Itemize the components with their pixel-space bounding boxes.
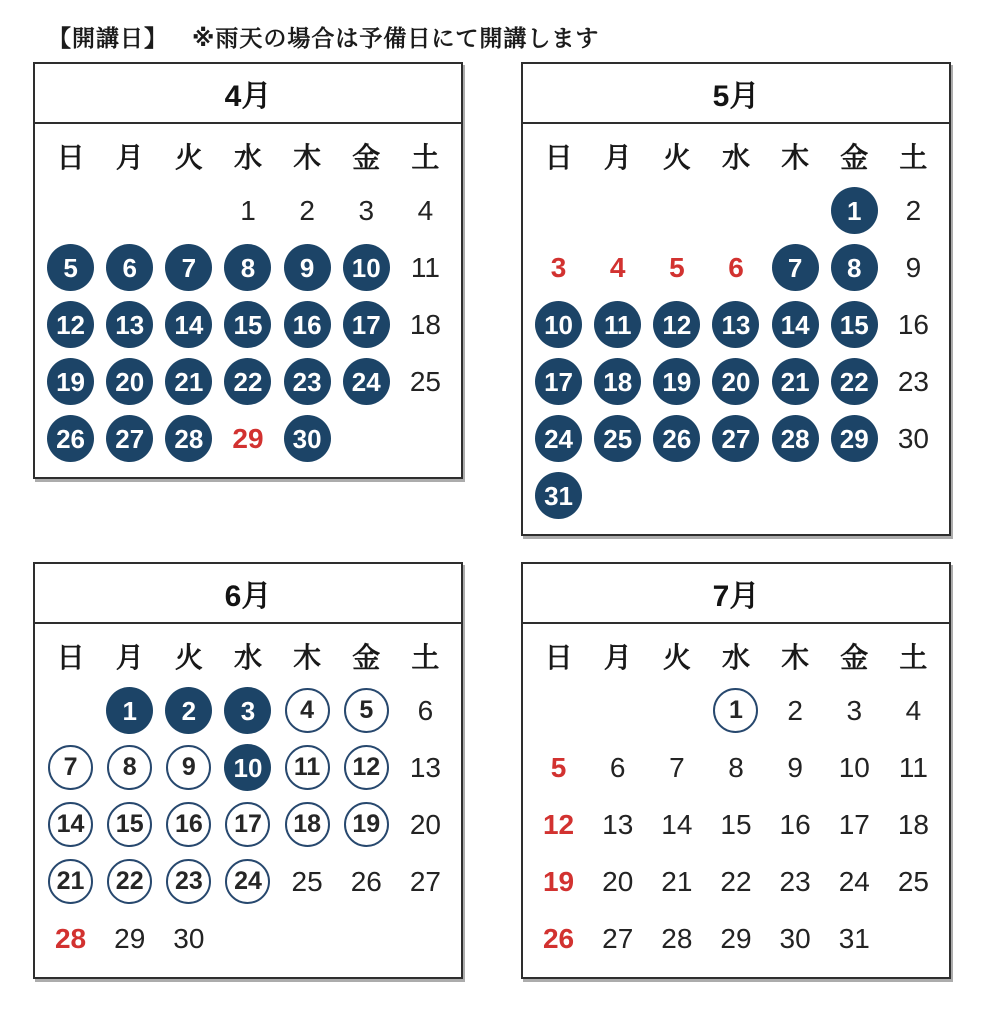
day-cell [240, 194, 256, 226]
day-1-plain: 1 [240, 194, 256, 226]
day-cell [779, 922, 811, 954]
weekday-label: 火 [174, 642, 203, 673]
day-cell [609, 251, 626, 283]
day-cell [542, 922, 575, 954]
day-cell [772, 358, 819, 405]
day-cell [409, 808, 441, 840]
weekday-label: 月 [115, 142, 144, 173]
day-11-plain: 11 [410, 251, 440, 283]
day-23-filled: 23 [284, 358, 331, 405]
day-25-plain: 25 [409, 365, 441, 397]
day-cell [106, 244, 153, 291]
day-5-red: 5 [669, 251, 685, 283]
day-cell [358, 194, 375, 226]
day-15-outlined: 15 [107, 802, 152, 847]
day-cell [905, 194, 922, 226]
day-16-plain: 16 [779, 808, 811, 840]
day-cell [224, 358, 271, 405]
day-20-filled: 20 [106, 358, 153, 405]
day-28-plain: 28 [661, 922, 693, 954]
day-cell [409, 308, 441, 340]
day-cell [838, 808, 870, 840]
day-cell [165, 687, 212, 734]
day-26-filled: 26 [653, 415, 700, 462]
day-18-outlined: 18 [285, 802, 330, 847]
day-cell [173, 922, 205, 954]
day-21-plain: 21 [661, 865, 693, 897]
day-12-red: 12 [542, 808, 575, 840]
day-cell [344, 688, 389, 733]
weekday-label: 月 [603, 142, 632, 173]
day-25-plain: 25 [897, 865, 929, 897]
day-6-red: 6 [728, 251, 744, 283]
day-cell [831, 244, 878, 291]
day-cell [897, 308, 929, 340]
day-12-filled: 12 [47, 301, 94, 348]
day-19-filled: 19 [47, 358, 94, 405]
day-cell [542, 808, 575, 840]
day-cell [343, 358, 390, 405]
calendar-april [33, 62, 463, 479]
day-9-plain: 9 [787, 751, 803, 783]
day-cell [838, 922, 870, 954]
day-24-filled: 24 [535, 415, 582, 462]
day-cell [106, 415, 153, 462]
day-28-filled: 28 [165, 415, 212, 462]
day-cell [897, 865, 929, 897]
day-29-red: 29 [232, 422, 264, 454]
day-cell [409, 751, 441, 783]
day-31-filled: 31 [535, 472, 582, 519]
day-8-plain: 8 [728, 751, 744, 783]
day-7-filled: 7 [165, 244, 212, 291]
day-cell [232, 422, 264, 454]
weekday-label: 土 [411, 142, 440, 173]
day-cell [772, 415, 819, 462]
weekday-label: 火 [662, 642, 691, 673]
day-cell [720, 865, 752, 897]
weekday-label: 水 [233, 642, 262, 673]
day-cell [594, 358, 641, 405]
day-cell [107, 745, 152, 790]
day-8-outlined: 8 [107, 745, 152, 790]
day-cell [107, 859, 152, 904]
day-cell [417, 694, 434, 726]
day-cell [661, 922, 693, 954]
day-30-plain: 30 [779, 922, 811, 954]
day-14-filled: 14 [772, 301, 819, 348]
day-2-plain: 2 [787, 694, 803, 726]
day-31-plain: 31 [838, 922, 870, 954]
day-8-filled: 8 [831, 244, 878, 291]
day-cell [535, 301, 582, 348]
day-cell [661, 808, 693, 840]
day-cell [344, 745, 389, 790]
page-header [33, 16, 951, 56]
day-18-plain: 18 [409, 308, 441, 340]
day-19-outlined: 19 [344, 802, 389, 847]
day-cell [106, 358, 153, 405]
day-19-red: 19 [542, 865, 575, 897]
day-cell [47, 415, 94, 462]
calendar-grid [523, 124, 949, 534]
day-14-outlined: 14 [48, 802, 93, 847]
day-14-filled: 14 [165, 301, 212, 348]
day-cell [224, 301, 271, 348]
weekday-label: 水 [233, 142, 262, 173]
weekday-label: 土 [899, 142, 928, 173]
weekday-label: 土 [411, 642, 440, 673]
day-3-filled: 3 [224, 687, 271, 734]
day-cell [669, 251, 685, 283]
day-cell [602, 808, 634, 840]
day-27-filled: 27 [712, 415, 759, 462]
day-17-plain: 17 [838, 808, 870, 840]
day-13-plain: 13 [409, 751, 441, 783]
day-23-outlined: 23 [166, 859, 211, 904]
day-10-plain: 10 [838, 751, 870, 783]
day-25-plain: 25 [291, 865, 323, 897]
day-5-red: 5 [550, 751, 567, 783]
day-20-plain: 20 [409, 808, 441, 840]
day-22-filled: 22 [831, 358, 878, 405]
day-cell [720, 922, 752, 954]
day-12-outlined: 12 [344, 745, 389, 790]
day-12-filled: 12 [653, 301, 700, 348]
day-cell [728, 251, 744, 283]
day-cell [410, 251, 440, 283]
day-cell [846, 694, 863, 726]
day-10-filled: 10 [535, 301, 582, 348]
day-14-plain: 14 [661, 808, 693, 840]
calendar-title: 6月 [35, 564, 461, 624]
day-1-filled: 1 [831, 187, 878, 234]
weekday-label: 月 [115, 642, 144, 673]
day-13-filled: 13 [106, 301, 153, 348]
day-cell [772, 244, 819, 291]
day-cell [409, 365, 441, 397]
day-cell [299, 194, 315, 226]
day-cell [224, 687, 271, 734]
day-16-filled: 16 [284, 301, 331, 348]
day-22-plain: 22 [720, 865, 752, 897]
day-cell [224, 244, 271, 291]
calendar-grid [35, 124, 461, 477]
day-10-filled: 10 [224, 744, 271, 791]
weekday-label: 水 [721, 642, 750, 673]
day-cell [48, 745, 93, 790]
day-6-filled: 6 [106, 244, 153, 291]
day-24-outlined: 24 [225, 859, 270, 904]
day-18-filled: 18 [594, 358, 641, 405]
day-21-filled: 21 [165, 358, 212, 405]
day-cell [594, 415, 641, 462]
weekday-label: 日 [56, 642, 85, 673]
weekday-label: 日 [544, 642, 573, 673]
day-24-filled: 24 [343, 358, 390, 405]
day-cell [550, 751, 567, 783]
day-cell [779, 865, 811, 897]
day-cell [48, 859, 93, 904]
day-cell [47, 358, 94, 405]
weekday-label: 火 [174, 142, 203, 173]
calendar-grid [523, 624, 949, 977]
day-22-outlined: 22 [107, 859, 152, 904]
day-cell [343, 244, 390, 291]
day-cell [831, 301, 878, 348]
day-2-filled: 2 [165, 687, 212, 734]
day-cell [47, 301, 94, 348]
day-30-filled: 30 [284, 415, 331, 462]
day-5-filled: 5 [47, 244, 94, 291]
day-cell [712, 301, 759, 348]
day-1-outlined: 1 [713, 688, 758, 733]
day-3-red: 3 [550, 251, 567, 283]
day-cell [166, 802, 211, 847]
day-cell [787, 751, 803, 783]
day-8-filled: 8 [224, 244, 271, 291]
day-cell [535, 472, 582, 519]
calendar-title: 7月 [523, 564, 949, 624]
day-cell [602, 865, 634, 897]
day-cell [609, 751, 626, 783]
day-27-filled: 27 [106, 415, 153, 462]
day-cell [653, 301, 700, 348]
day-23-plain: 23 [779, 865, 811, 897]
day-15-plain: 15 [720, 808, 752, 840]
day-cell [285, 802, 330, 847]
day-cell [897, 808, 929, 840]
day-9-plain: 9 [905, 251, 922, 283]
day-cell [831, 415, 878, 462]
day-cell [535, 415, 582, 462]
weekday-label: 木 [781, 142, 810, 173]
day-10-filled: 10 [343, 244, 390, 291]
day-cell [728, 751, 744, 783]
day-21-filled: 21 [772, 358, 819, 405]
day-9-outlined: 9 [166, 745, 211, 790]
day-cell [653, 415, 700, 462]
calendar-title: 4月 [35, 64, 461, 124]
day-7-filled: 7 [772, 244, 819, 291]
day-26-plain: 26 [350, 865, 382, 897]
day-18-plain: 18 [897, 808, 929, 840]
day-cell [535, 358, 582, 405]
calendar-title: 5月 [523, 64, 949, 124]
day-26-filled: 26 [47, 415, 94, 462]
day-cell [48, 802, 93, 847]
day-28-filled: 28 [772, 415, 819, 462]
day-cell [224, 744, 271, 791]
day-20-filled: 20 [712, 358, 759, 405]
day-22-filled: 22 [224, 358, 271, 405]
day-30-plain: 30 [173, 922, 205, 954]
day-13-filled: 13 [712, 301, 759, 348]
day-cell [712, 358, 759, 405]
weekday-label: 金 [840, 142, 869, 173]
day-cell [54, 922, 87, 954]
heading-note: ※雨天の場合は予備日にて開講します [192, 24, 600, 51]
day-3-plain: 3 [358, 194, 375, 226]
day-cell [550, 251, 567, 283]
day-cell [106, 301, 153, 348]
day-cell [350, 865, 382, 897]
day-28-red: 28 [54, 922, 87, 954]
day-cell [409, 865, 441, 897]
day-cell [165, 301, 212, 348]
day-cell [344, 802, 389, 847]
day-5-outlined: 5 [344, 688, 389, 733]
day-cell [772, 301, 819, 348]
day-cell [898, 751, 928, 783]
day-cell [225, 802, 270, 847]
day-2-plain: 2 [905, 194, 922, 226]
day-23-plain: 23 [897, 365, 929, 397]
weekday-label: 土 [899, 642, 928, 673]
day-11-outlined: 11 [285, 745, 330, 790]
weekday-label: 金 [352, 642, 381, 673]
day-26-red: 26 [542, 922, 575, 954]
day-cell [165, 415, 212, 462]
day-cell [720, 808, 752, 840]
day-cell [838, 865, 870, 897]
day-cell [669, 751, 685, 783]
day-cell [787, 694, 803, 726]
day-1-filled: 1 [106, 687, 153, 734]
day-9-filled: 9 [284, 244, 331, 291]
day-17-outlined: 17 [225, 802, 270, 847]
heading-label: 【開講日】 [48, 24, 168, 51]
day-15-filled: 15 [831, 301, 878, 348]
calendar-row-top [33, 62, 951, 536]
day-cell [285, 745, 330, 790]
day-15-filled: 15 [224, 301, 271, 348]
weekday-label: 日 [544, 142, 573, 173]
day-24-plain: 24 [838, 865, 870, 897]
day-29-plain: 29 [720, 922, 752, 954]
day-cell [779, 808, 811, 840]
weekday-label: 金 [352, 142, 381, 173]
day-6-plain: 6 [609, 751, 626, 783]
day-cell [653, 358, 700, 405]
weekday-label: 火 [662, 142, 691, 173]
day-cell [165, 358, 212, 405]
day-cell [713, 688, 758, 733]
weekday-label: 木 [293, 642, 322, 673]
day-25-filled: 25 [594, 415, 641, 462]
day-cell [106, 687, 153, 734]
day-cell [47, 244, 94, 291]
day-cell [114, 922, 146, 954]
day-cell [225, 859, 270, 904]
weekday-label: 日 [56, 142, 85, 173]
day-cell [343, 301, 390, 348]
day-cell [166, 859, 211, 904]
day-cell [712, 415, 759, 462]
day-cell [166, 745, 211, 790]
weekday-label: 月 [603, 642, 632, 673]
day-21-outlined: 21 [48, 859, 93, 904]
weekday-label: 金 [840, 642, 869, 673]
day-16-outlined: 16 [166, 802, 211, 847]
day-13-plain: 13 [602, 808, 634, 840]
day-cell [594, 301, 641, 348]
day-cell [838, 751, 870, 783]
weekday-label: 水 [721, 142, 750, 173]
day-cell [107, 802, 152, 847]
day-cell [905, 694, 922, 726]
day-cell [284, 415, 331, 462]
day-cell [602, 922, 634, 954]
day-20-plain: 20 [602, 865, 634, 897]
day-cell [284, 358, 331, 405]
day-6-plain: 6 [417, 694, 434, 726]
day-19-filled: 19 [653, 358, 700, 405]
day-16-plain: 16 [897, 308, 929, 340]
calendar-grid [35, 624, 461, 977]
day-cell [661, 865, 693, 897]
day-4-red: 4 [609, 251, 626, 283]
day-3-plain: 3 [846, 694, 863, 726]
day-cell [905, 251, 922, 283]
day-2-plain: 2 [299, 194, 315, 226]
day-cell [285, 688, 330, 733]
day-cell [897, 365, 929, 397]
day-27-plain: 27 [602, 922, 634, 954]
day-29-plain: 29 [114, 922, 146, 954]
day-17-filled: 17 [535, 358, 582, 405]
weekday-label: 木 [293, 142, 322, 173]
weekday-label: 木 [781, 642, 810, 673]
day-4-plain: 4 [417, 194, 434, 226]
calendar-july [521, 562, 951, 979]
calendar-june [33, 562, 463, 979]
day-cell [897, 422, 929, 454]
day-27-plain: 27 [409, 865, 441, 897]
day-cell [831, 187, 878, 234]
day-cell [831, 358, 878, 405]
day-cell [284, 301, 331, 348]
day-29-filled: 29 [831, 415, 878, 462]
day-cell [417, 194, 434, 226]
day-11-filled: 11 [594, 301, 641, 348]
calendar-row-bottom [33, 562, 951, 979]
day-7-outlined: 7 [48, 745, 93, 790]
day-11-plain: 11 [898, 751, 928, 783]
day-7-plain: 7 [669, 751, 685, 783]
day-cell [165, 244, 212, 291]
day-4-outlined: 4 [285, 688, 330, 733]
day-cell [291, 865, 323, 897]
day-4-plain: 4 [905, 694, 922, 726]
day-30-plain: 30 [897, 422, 929, 454]
day-cell [542, 865, 575, 897]
day-17-filled: 17 [343, 301, 390, 348]
day-cell [284, 244, 331, 291]
calendar-may [521, 62, 951, 536]
